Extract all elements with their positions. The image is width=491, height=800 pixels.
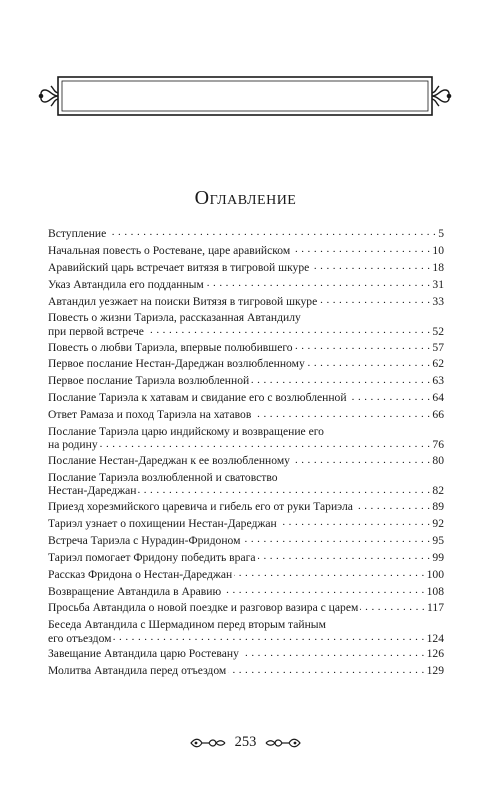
toc-entry-page: 57 [432,340,444,354]
dot-leader [307,357,431,367]
toc-entry [48,551,444,566]
toc-entry-title: Первое послание Нестан-Дареджан возлюбленному [48,357,305,371]
toc-entry-title: Послание Нестан-Дареджан к ее возлюбленному [48,454,290,468]
dot-leader [223,585,424,595]
toc-entry [48,311,444,338]
toc-title: Оглавление [194,187,297,209]
toc-entry [48,664,444,679]
toc-entry [48,500,444,515]
toc-entry-title: Молитва Автандила перед отъездом [48,664,227,678]
toc-entry-page: 129 [426,664,444,678]
toc-entry [48,647,444,662]
toc-entry-page: 5 [438,227,444,240]
toc-entry [48,568,444,583]
toc-entry-page: 92 [432,517,444,531]
dot-leader [295,341,431,351]
toc-entry [48,471,444,498]
dot-leader [279,517,431,527]
toc-entry-page: 100 [426,567,444,581]
dot-leader [146,325,430,335]
toc-entry-page: 66 [432,408,444,422]
dot-leader [355,500,431,510]
dot-leader [138,484,430,494]
toc-entry-title: при первой встрече [48,324,144,338]
dot-leader [360,601,425,611]
toc-entry-title: Ответ Рамаза и поход Тариэла на хатавов [48,408,252,422]
dot-leader [108,227,436,237]
toc-entry [48,425,444,452]
toc-entry-title-line: Послание Тариэла возлюбленной и сватовство [48,471,278,485]
dot-leader [292,244,430,254]
toc-entry-page: 99 [432,550,444,564]
toc-entry [48,278,444,293]
toc-entry-title-line: Послание Тариэла царю индийскому и возвращение его [48,425,324,439]
toc-entry-title: Вступление [48,227,107,240]
toc-entry-title: Просьба Автандила о новой поездке и разговор вазира с царем [48,601,359,615]
toc-entry-title: Тариэл помогает Фридону победить врага [48,550,256,564]
toc-entry-title: Указ Автандила его подданным [48,277,204,291]
toc-entry-page: 62 [432,357,444,371]
toc-entry-page: 126 [426,647,444,661]
toc-entry-title-line: Беседа Автандила с Шермадином перед вторым тайным [48,618,326,632]
toc-entry [48,391,444,406]
dot-leader [206,278,431,288]
dot-leader [319,295,430,305]
toc-entry-title: Автандил уезжает на поиски Витязя в тигровой шкуре [48,294,318,308]
dot-leader [234,568,424,578]
toc-entry-page: 95 [432,533,444,547]
toc-entry [48,517,444,532]
dot-leader [253,408,430,418]
toc-entry [48,357,444,372]
toc-entry-title: Первое послание Тариэла возлюбленной [48,374,250,388]
toc-entry-title: Завещание Автандила царю Ростевану [48,647,239,661]
table-of-contents [48,227,444,679]
toc-entry [48,341,444,356]
toc-entry-title: Послание Тариэла к хатавам и свидание его с возлюбленной [48,391,347,405]
toc-entry-page: 117 [427,601,444,615]
toc-entry-title: Нестан-Дареджан [48,484,137,498]
toc-entry [48,261,444,276]
dot-leader [251,374,430,384]
toc-entry [48,601,444,616]
toc-entry-title: Начальная повесть о Ростеване, царе аравийском [48,243,291,257]
toc-entry-page: 124 [426,631,444,645]
floral-ornament-icon [189,736,227,750]
dot-leader [242,534,430,544]
toc-entry-page: 89 [432,500,444,514]
toc-entry [48,244,444,259]
dot-leader [258,551,431,561]
dot-leader [228,664,424,674]
header-ornament-frame [38,74,452,118]
toc-entry-title: на родину [48,438,98,452]
toc-entry-title: Повесть о любви Тариэла, впервые полюбившего [48,340,293,354]
toc-entry-page: 33 [432,294,444,308]
toc-entry-page: 63 [432,374,444,388]
toc-entry [48,618,444,645]
toc-entry [48,295,444,310]
dot-leader [241,647,425,657]
toc-entry-page: 80 [432,454,444,468]
dot-leader [292,454,430,464]
toc-entry [48,534,444,549]
toc-entry-title: Рассказ Фридона о Нестан-Дареджан [48,567,233,581]
toc-entry-title: Тариэл узнает о похищении Нестан-Дареджан [48,517,277,531]
toc-entry-page: 31 [432,277,444,291]
toc-entry [48,408,444,423]
toc-entry [48,585,444,600]
toc-entry-page: 108 [426,584,444,598]
toc-entry-page: 10 [432,243,444,257]
toc-entry-page: 18 [432,260,444,274]
ornamental-frame-icon [38,74,452,118]
toc-entry-page: 82 [432,484,444,498]
toc-entry-title: его отъездом [48,631,112,645]
toc-entry [48,454,444,469]
dot-leader [311,261,430,271]
dot-leader [113,632,424,642]
toc-entry-page: 64 [432,391,444,405]
page-number: 253 [234,734,257,750]
toc-entry-title: Приезд хорезмийского царевича и гибель его от руки Тариэла [48,500,353,514]
floral-ornament-icon [264,736,302,750]
dot-leader [100,438,431,448]
toc-entry-title: Аравийский царь встречает витязя в тигровой шкуре [48,260,310,274]
dot-leader [349,391,431,401]
page-footer [0,734,491,751]
toc-entry [48,227,444,242]
toc-entry-title: Возвращение Автандила в Аравию [48,584,222,598]
toc-entry [48,374,444,389]
toc-entry-title-line: Повесть о жизни Тариэла, рассказанная Автандилу [48,311,301,325]
toc-entry-page: 52 [432,324,444,338]
toc-entry-title: Встреча Тариэла с Нурадин-Фридоном [48,533,241,547]
toc-entry-page: 76 [432,438,444,452]
